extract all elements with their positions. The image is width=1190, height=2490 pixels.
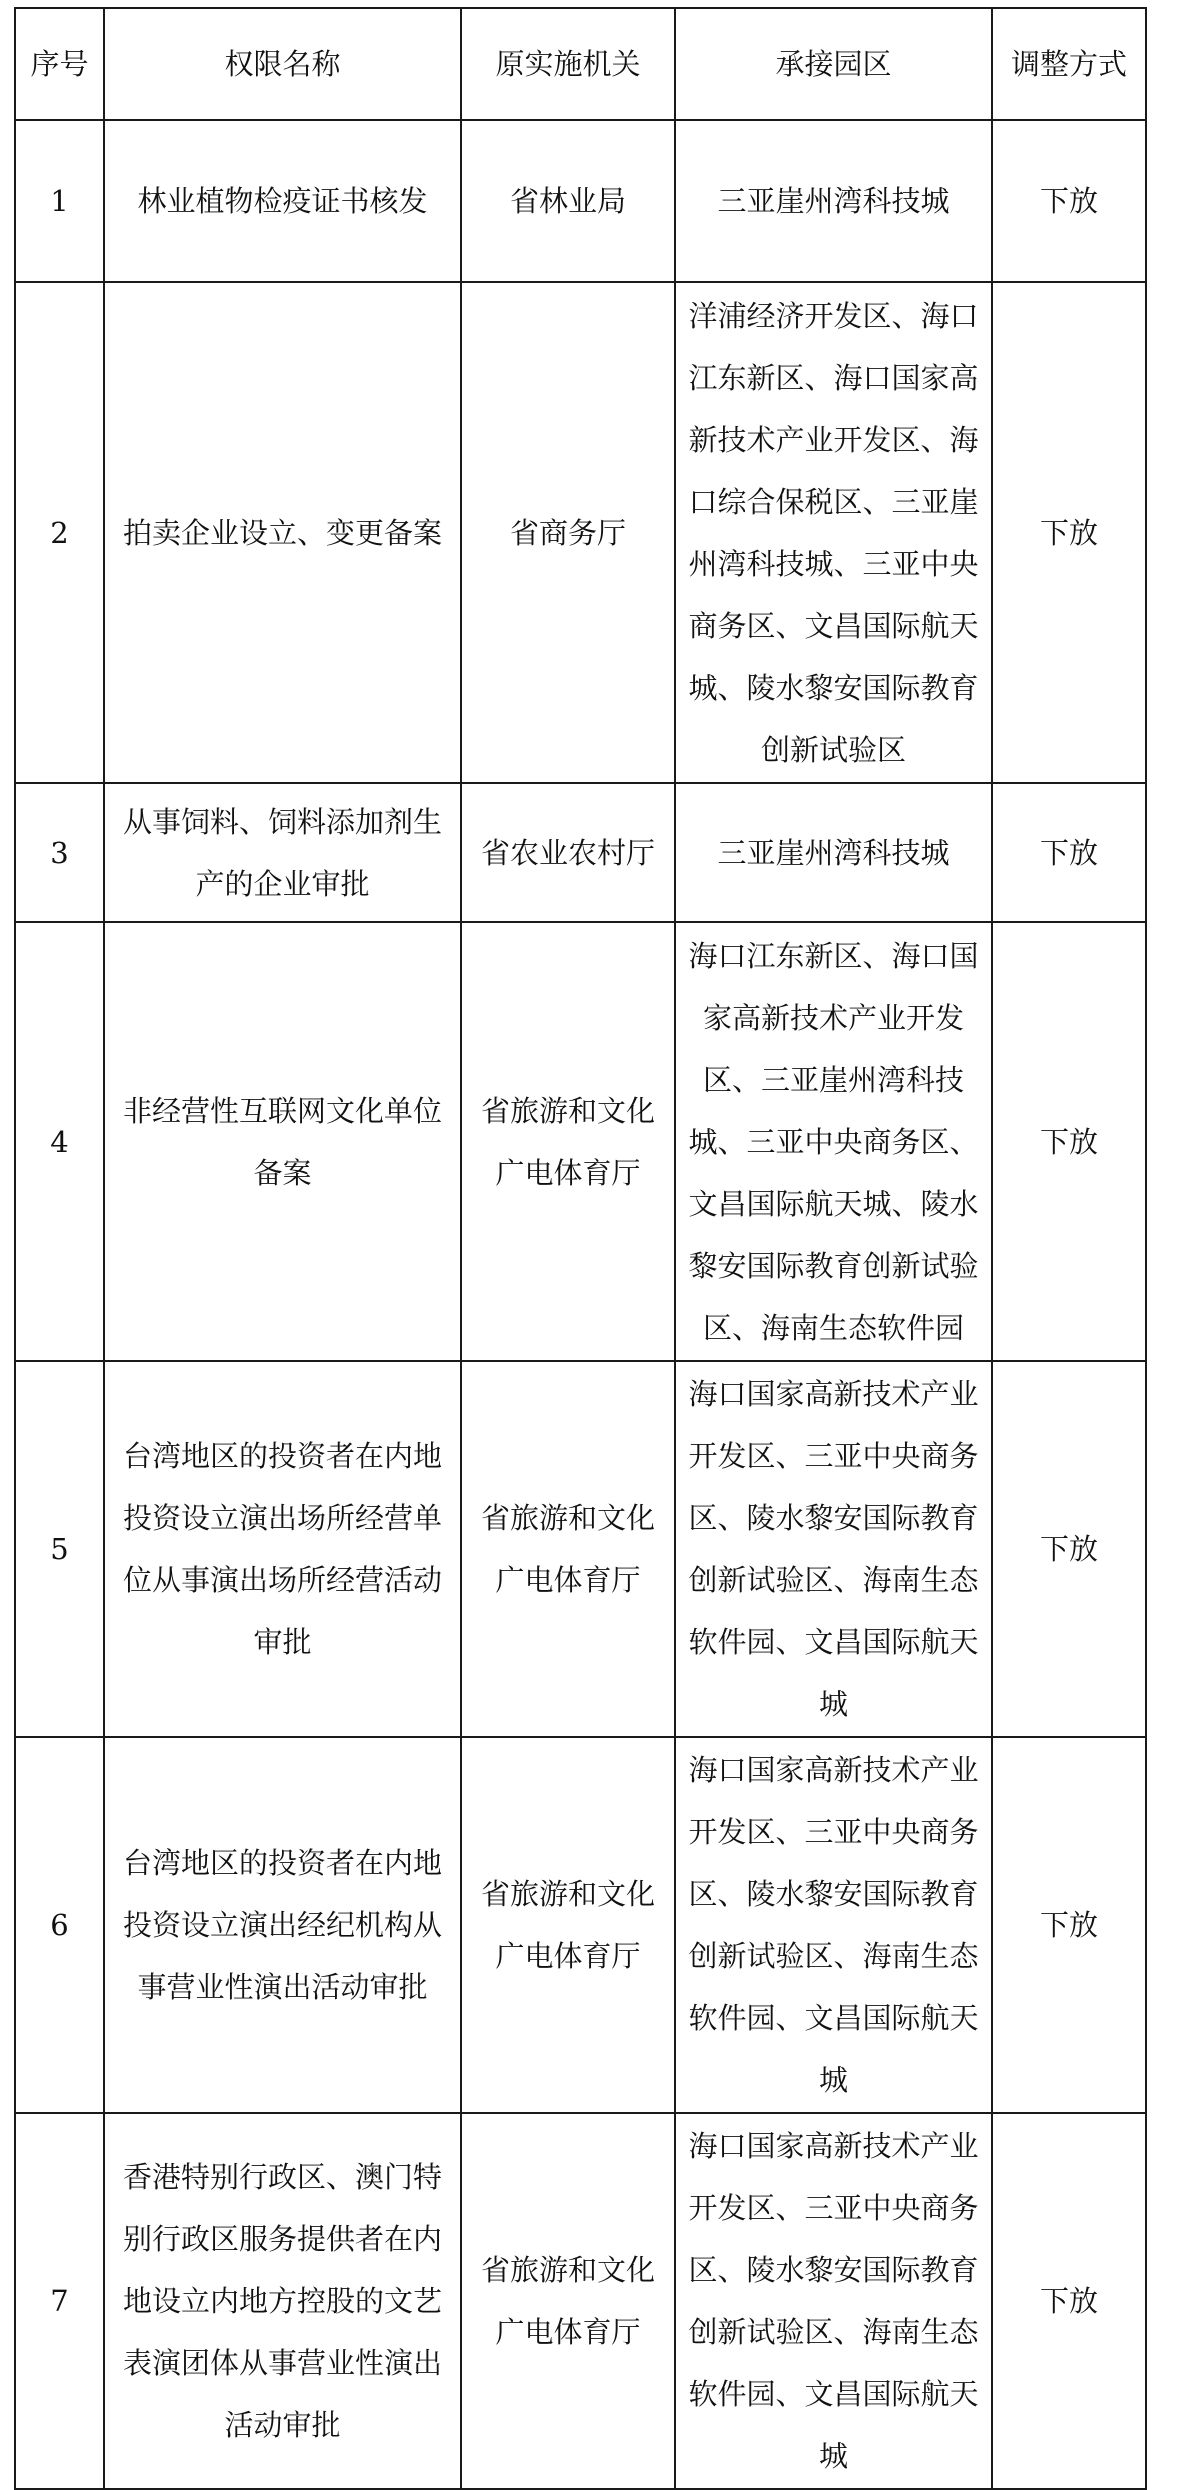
cell-no: 3 <box>15 783 104 922</box>
cell-permission-name: 林业植物检疫证书核发 <box>104 120 461 282</box>
cell-receiving-park: 海口国家高新技术产业 开发区、三亚中央商务 区、陵水黎安国际教育 创新试验区、海南生态 软件园、文昌国际航天 城 <box>675 2113 992 2489</box>
cell-no: 6 <box>15 1737 104 2113</box>
header-adjustment-mode: 调整方式 <box>992 8 1146 120</box>
header-no: 序号 <box>15 8 104 120</box>
cell-receiving-park: 三亚崖州湾科技城 <box>675 120 992 282</box>
cell-no: 2 <box>15 282 104 783</box>
cell-adjustment-mode: 下放 <box>992 922 1146 1361</box>
cell-permission-name: 非经营性互联网文化单位 备案 <box>104 922 461 1361</box>
table-row <box>15 1361 1146 1737</box>
header-receiving-park: 承接园区 <box>675 8 992 120</box>
cell-adjustment-mode: 下放 <box>992 1361 1146 1737</box>
cell-permission-name: 台湾地区的投资者在内地 投资设立演出场所经营单 位从事演出场所经营活动 审批 <box>104 1361 461 1737</box>
cell-original-authority: 省旅游和文化 广电体育厅 <box>461 1737 675 2113</box>
cell-no: 7 <box>15 2113 104 2489</box>
cell-original-authority: 省林业局 <box>461 120 675 282</box>
cell-permission-name: 从事饲料、饲料添加剂生 产的企业审批 <box>104 783 461 922</box>
cell-original-authority: 省旅游和文化 广电体育厅 <box>461 2113 675 2489</box>
cell-original-authority: 省农业农村厅 <box>461 783 675 922</box>
cell-adjustment-mode: 下放 <box>992 2113 1146 2489</box>
cell-original-authority: 省旅游和文化 广电体育厅 <box>461 922 675 1361</box>
header-permission-name: 权限名称 <box>104 8 461 120</box>
cell-original-authority: 省旅游和文化 广电体育厅 <box>461 1361 675 1737</box>
cell-receiving-park: 海口国家高新技术产业 开发区、三亚中央商务 区、陵水黎安国际教育 创新试验区、海南生态 软件园、文昌国际航天 城 <box>675 1361 992 1737</box>
table-row <box>15 922 1146 1361</box>
table-row <box>15 2113 1146 2489</box>
table-row <box>15 120 1146 282</box>
cell-receiving-park: 三亚崖州湾科技城 <box>675 783 992 922</box>
cell-adjustment-mode: 下放 <box>992 1737 1146 2113</box>
cell-receiving-park: 洋浦经济开发区、海口 江东新区、海口国家高 新技术产业开发区、海 口综合保税区、三亚崖 州湾科技城、三亚中央 商务区、文昌国际航天 城、陵水黎安国际教育 创新试验区 <box>675 282 992 783</box>
cell-adjustment-mode: 下放 <box>992 282 1146 783</box>
permission-adjustment-table <box>14 7 1147 2490</box>
table-row <box>15 1737 1146 2113</box>
table-header-row <box>15 8 1146 120</box>
header-original-authority: 原实施机关 <box>461 8 675 120</box>
cell-no: 4 <box>15 922 104 1361</box>
cell-permission-name: 香港特别行政区、澳门特 别行政区服务提供者在内 地设立内地方控股的文艺 表演团体从事营业性演出 活动审批 <box>104 2113 461 2489</box>
cell-receiving-park: 海口国家高新技术产业 开发区、三亚中央商务 区、陵水黎安国际教育 创新试验区、海南生态 软件园、文昌国际航天 城 <box>675 1737 992 2113</box>
cell-adjustment-mode: 下放 <box>992 120 1146 282</box>
cell-adjustment-mode: 下放 <box>992 783 1146 922</box>
cell-receiving-park: 海口江东新区、海口国 家高新技术产业开发 区、三亚崖州湾科技 城、三亚中央商务区、 文昌国际航天城、陵水 黎安国际教育创新试验 区、海南生态软件园 <box>675 922 992 1361</box>
cell-permission-name: 拍卖企业设立、变更备案 <box>104 282 461 783</box>
cell-no: 1 <box>15 120 104 282</box>
permission-table-container <box>14 7 1147 2490</box>
table-row <box>15 282 1146 783</box>
cell-no: 5 <box>15 1361 104 1737</box>
cell-permission-name: 台湾地区的投资者在内地 投资设立演出经纪机构从 事营业性演出活动审批 <box>104 1737 461 2113</box>
table-row <box>15 783 1146 922</box>
cell-original-authority: 省商务厅 <box>461 282 675 783</box>
